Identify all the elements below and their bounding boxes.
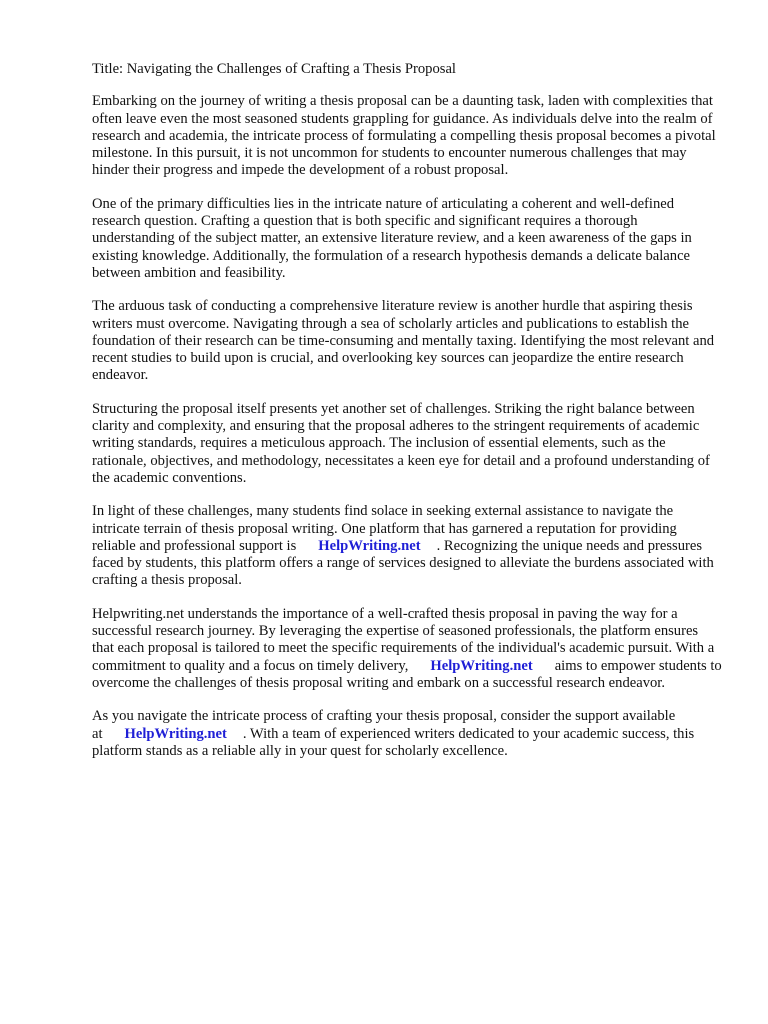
paragraph-structure: Structuring the proposal itself presents yet another set of challenges. Striking the right balance between clarity and complexity, and ensuring that the proposal adheres to the stringent requirements of academic writing standards, requires a meticulous approach. The inclusion of essential elements, such as the rationale, objectives, and methodology, necessitates a keen eye for detail and a profound understanding of the academic conventions. xyxy=(92,400,710,486)
helpwriting-link-3[interactable]: HelpWriting.net xyxy=(124,725,227,742)
paragraph-conclusion-text-after: . With a team of experienced writers dedicated to your academic success, this platform stands as a reliable ally in your quest for scholarly excellence. xyxy=(92,725,695,759)
paragraph-literature-review: The arduous task of conducting a comprehensive literature review is another hurdle that aspiring thesis writers must overcome. Navigating through a sea of scholarly articles and publications to establish the foundation of their research can be time-consuming and mentally taxing. Identifying the most relevant and recent studies to build upon is crucial, and overlooking key sources can jeopardize the entire research endeavor. xyxy=(92,298,715,384)
paragraph-research-question: One of the primary difficulties lies in the intricate nature of articulating a coherent and well-defined research question. Crafting a question that is both specific and significant requires a thorough understanding of the subject matter, an extensive literature review, and a keen awareness of the gaps in existing knowledge. Additionally, the formulation of a research hypothesis demands a delicate balance between ambition and feasibility. xyxy=(92,195,692,281)
helpwriting-link-1[interactable]: HelpWriting.net xyxy=(318,537,421,554)
paragraph-helpwriting xyxy=(92,606,722,692)
helpwriting-link-2[interactable]: HelpWriting.net xyxy=(430,657,533,674)
paragraph-assistance xyxy=(92,503,722,589)
document-page xyxy=(92,61,722,776)
paragraph-conclusion xyxy=(92,708,722,760)
paragraph-helpwriting-text-after: aims to empower students to overcome the challenges of thesis proposal writing and embark on a successful research endeavor. xyxy=(92,657,722,691)
paragraph-assistance-text-before: In light of these challenges, many students find solace in seeking external assistance to navigate the intricate terrain of thesis proposal writing. One platform that has garnered a reputation for providing reliable and professional support is xyxy=(92,503,677,554)
document-title: Title: Navigating the Challenges of Crafting a Thesis Proposal xyxy=(92,61,456,77)
paragraph-intro: Embarking on the journey of writing a thesis proposal can be a daunting task, laden with complexities that often leave even the most seasoned students grappling for guidance. As individuals delve into the realm of research and academia, the intricate process of formulating a compelling thesis proposal becomes a pivotal milestone. In this pursuit, it is not uncommon for students to encounter numerous challenges that may hinder their progress and impede the development of a robust proposal. xyxy=(92,93,716,179)
paragraph-helpwriting-text-before: Helpwriting.net understands the importance of a well-crafted thesis proposal in paving the way for a successful research journey. By leveraging the expertise of seasoned professionals, the platform ensures that each proposal is tailored to meet the specific requirements of the individual's academic pursuit. With a commitment to quality and a focus on timely delivery, xyxy=(92,605,715,674)
paragraph-conclusion-text-before: As you navigate the intricate process of crafting your thesis proposal, consider the support available at xyxy=(92,708,676,742)
paragraph-assistance-text-after: . Recognizing the unique needs and pressures faced by students, this platform offers a range of services designed to alleviate the burdens associated with crafting a thesis proposal. xyxy=(92,537,714,589)
